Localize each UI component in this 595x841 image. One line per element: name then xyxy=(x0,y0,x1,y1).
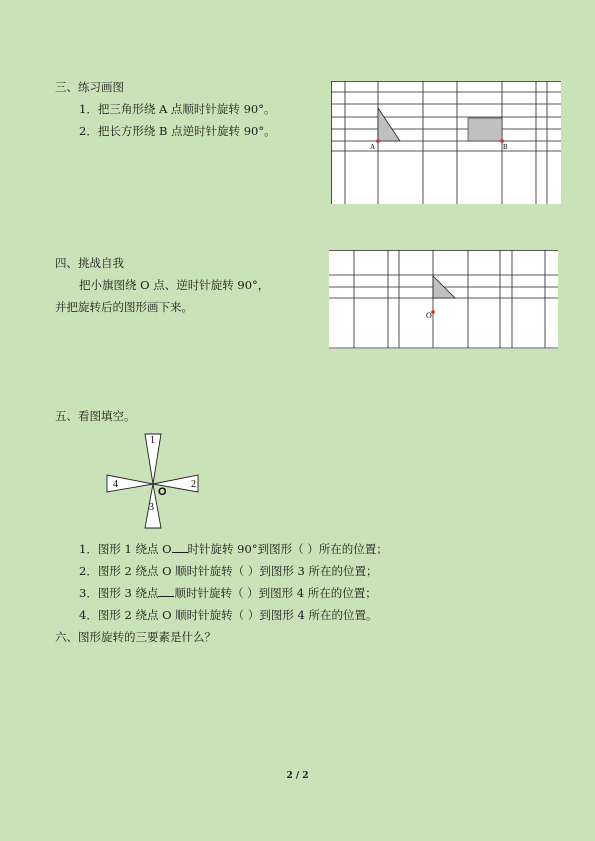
page-number: 2 / 2 xyxy=(286,771,309,781)
point-b-label: B xyxy=(503,143,508,151)
section4-line1: 把小旗图绕 O 点、逆时针旋转 90°， xyxy=(79,278,270,292)
point-a-label: A xyxy=(370,143,376,151)
center-o-label: O xyxy=(158,486,167,498)
section3-heading: 三、练习画图 xyxy=(55,80,124,94)
question-1-part-b: 时针旋转 90°到图形（ ）所在的位置； xyxy=(187,542,388,556)
question-1 xyxy=(79,542,388,556)
section4-line2: 并把旋转后的图形画下来。 xyxy=(55,300,193,314)
grid-flag xyxy=(329,250,558,349)
blade-1-label: 1 xyxy=(150,435,155,446)
point-o-label: O xyxy=(426,311,432,320)
point-a-mark xyxy=(376,139,380,143)
grid-flag-svg xyxy=(329,250,558,349)
question-3 xyxy=(79,586,377,600)
question-3-part-b: 顺时针旋转（ ）到图形 4 所在的位置； xyxy=(174,586,377,600)
question-3-blank[interactable] xyxy=(158,586,174,597)
question-3-part-a: 3．图形 3 绕点 xyxy=(79,586,159,600)
section6-heading: 六、图形旋转的三要素是什么？ xyxy=(55,630,216,644)
rectangle-shape xyxy=(468,118,502,141)
question-1-part-a: 1．图形 1 绕点 O xyxy=(79,542,172,556)
section5-heading: 五、看图填空。 xyxy=(55,409,136,423)
section3-item1: 1．把三角形绕 A 点顺时针旋转 90°。 xyxy=(79,102,276,116)
section4-heading: 四、挑战自我 xyxy=(55,256,124,270)
grid-triangle-rectangle-svg xyxy=(331,81,561,204)
pinwheel-figure xyxy=(104,432,204,530)
triangle-shape xyxy=(378,108,400,141)
grid-triangle-rectangle xyxy=(331,81,561,204)
question-4: 4．图形 2 绕点 O 顺时针旋转（ ）到图形 4 所在的位置。 xyxy=(79,608,378,622)
blade-4-label: 4 xyxy=(113,479,118,490)
question-1-blank[interactable] xyxy=(172,542,188,553)
section3-item2: 2．把长方形绕 B 点逆时针旋转 90°。 xyxy=(79,124,276,138)
blade-2-label: 2 xyxy=(191,479,196,490)
question-2: 2．图形 2 绕点 O 顺时针旋转（ ）到图形 3 所在的位置； xyxy=(79,564,378,578)
blade-3-label: 3 xyxy=(149,502,154,513)
pinwheel-svg xyxy=(104,432,204,530)
